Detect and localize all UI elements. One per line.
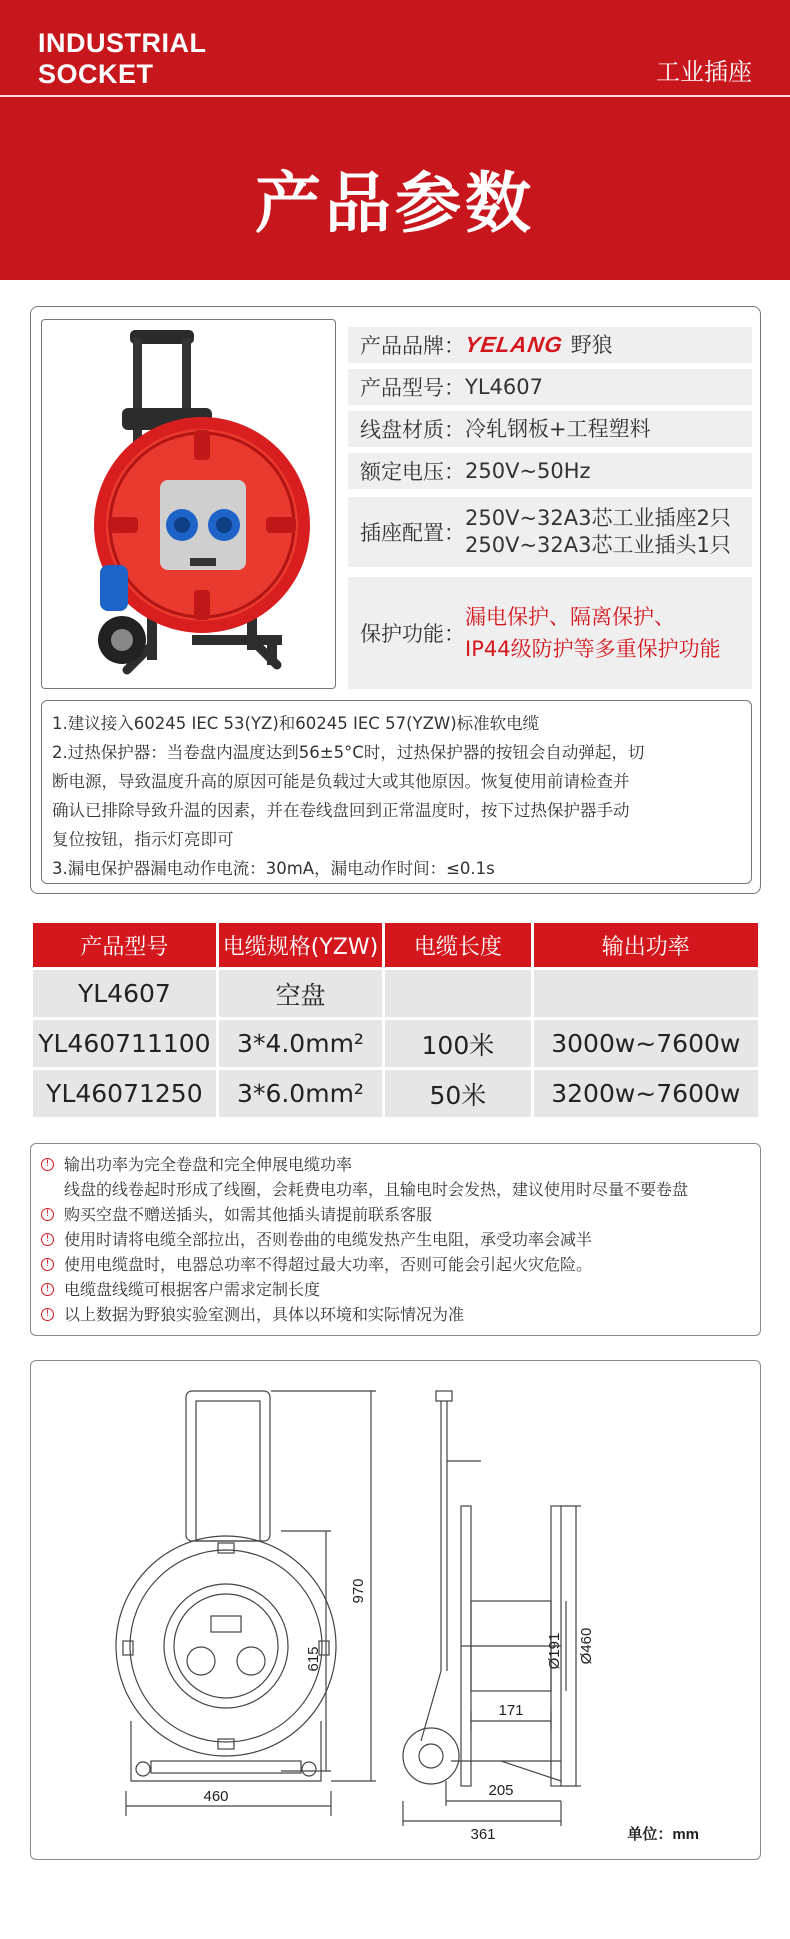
alert-icon: ! (41, 1208, 54, 1221)
alert-icon: ! (41, 1233, 54, 1246)
spec-key: 额定电压： (360, 460, 465, 484)
warning-line (41, 1177, 750, 1202)
dim-front-width: 460 (203, 1788, 229, 1805)
alert-icon: ! (41, 1283, 54, 1296)
dim-total-height: 970 (350, 1578, 367, 1604)
table-header: 产品型号 (33, 923, 216, 967)
warning-text: 电缆盘线缆可根据客户需求定制长度 (64, 1280, 321, 1299)
table-row (33, 970, 758, 1017)
table-cell: 3000w~7600w (534, 1020, 758, 1067)
note-line: 1.建议接入60245 IEC 53(YZ)和60245 IEC 57(YZW)标准软电缆 (52, 714, 540, 733)
warning-text: 使用时请将电缆全部拉出，否则卷曲的电缆发热产生电阻，承受功率会减半 (64, 1230, 593, 1249)
product-image (41, 319, 336, 689)
brand-english-line2: SOCKET (38, 59, 154, 89)
note-line: 复位按钮，指示灯亮即可 (52, 830, 234, 849)
table-cell: 100米 (385, 1020, 530, 1067)
warning-line (41, 1277, 750, 1302)
spec-key: 线盘材质： (360, 418, 465, 442)
note-line: 确认已排除导致升温的因素，并在卷线盘回到正常温度时，按下过热保护器手动 (52, 801, 630, 820)
dimension-drawing (30, 1360, 761, 1860)
spec-value-line: IP44级防护等多重保护功能 (465, 637, 721, 661)
table-cell: YL4607 (33, 970, 216, 1017)
cable-reel-image (42, 320, 334, 687)
warnings-box (30, 1143, 761, 1336)
table-cell: YL46071250 (33, 1070, 216, 1117)
dim-depth-inner: 171 (498, 1702, 524, 1719)
brand-logo: YELANG (463, 332, 565, 357)
table-cell: 空盘 (219, 970, 382, 1017)
warning-text: 使用电缆盘时，电器总功率不得超过最大功率，否则可能会引起火灾危险。 (64, 1255, 593, 1274)
table-cell (534, 970, 758, 1017)
spec-value: YL4607 (465, 374, 543, 399)
spec-value-line: 漏电保护、隔离保护、 (465, 605, 675, 629)
warning-text: 购买空盘不赠送插头，如需其他插头请提前联系客服 (64, 1205, 433, 1224)
warning-text: 以上数据为野狼实验室测出，具体以环境和实际情况为准 (64, 1305, 465, 1324)
spec-row-brand (348, 327, 752, 363)
table-row (33, 1020, 758, 1067)
warning-line (41, 1202, 750, 1227)
alert-icon: ! (41, 1158, 54, 1171)
spec-row-model (348, 369, 752, 405)
spec-key: 产品品牌： (360, 334, 465, 358)
table-cell: YL460711100 (33, 1020, 216, 1067)
spec-panel (30, 306, 761, 894)
warning-line (41, 1302, 750, 1327)
table-header: 输出功率 (534, 923, 758, 967)
spec-value-line: 250V~32A3芯工业插头1只 (465, 533, 731, 557)
drawing-svg (31, 1361, 762, 1861)
model-table (30, 920, 761, 1120)
warning-text: 输出功率为完全卷盘和完全伸展电缆功率 (64, 1155, 353, 1174)
spec-key: 保护功能： (360, 622, 465, 646)
spec-value: 野狼 (570, 332, 613, 357)
brand-chinese: 工业插座 (656, 58, 752, 86)
spec-key: 产品型号： (360, 376, 465, 400)
notes-box (41, 700, 752, 884)
warning-line (41, 1152, 750, 1177)
note-line: 3.漏电保护器漏电动作电流：30mA，漏电动作时间：≤0.1s (52, 859, 495, 878)
table-cell: 3*6.0mm² (219, 1070, 382, 1117)
header-banner (0, 0, 790, 280)
warning-line (41, 1227, 750, 1252)
table-cell: 50米 (385, 1070, 530, 1117)
dim-reel-height: 615 (305, 1646, 322, 1672)
spec-value: 冷轧钢板+工程塑料 (465, 416, 651, 441)
warning-line (41, 1252, 750, 1277)
alert-icon: ! (41, 1258, 54, 1271)
header-divider (0, 95, 790, 97)
page-title: 产品参数 (255, 165, 535, 242)
table-cell: 3200w~7600w (534, 1070, 758, 1117)
table-header-row (33, 923, 758, 967)
table-cell (385, 970, 530, 1017)
note-line: 2.过热保护器：当卷盘内温度达到56±5°C时，过热保护器的按钮会自动弹起，切 (52, 743, 645, 762)
brand-english (38, 28, 207, 90)
table-row (33, 1070, 758, 1117)
spec-value-lines (465, 505, 731, 559)
spec-row-voltage (348, 453, 752, 489)
dim-depth-total: 361 (470, 1826, 496, 1843)
warning-text: 线盘的线卷起时形成了线圈，会耗费电功率，且输电时会发热，建议使用时尽量不要卷盘 (64, 1180, 689, 1199)
spec-list (348, 327, 752, 695)
spec-value: 250V~50Hz (465, 458, 591, 483)
dim-outer-diameter: Ø460 (578, 1627, 595, 1665)
table-header: 电缆规格(YZW) (219, 923, 382, 967)
spec-row-protection (348, 577, 752, 689)
unit-label: 单位：mm (627, 1826, 699, 1843)
note-line: 断电源，导致温度升高的原因可能是负载过大或其他原因。恢复使用前请检查并 (52, 772, 630, 791)
spec-row-material (348, 411, 752, 447)
table-header: 电缆长度 (385, 923, 530, 967)
spec-row-socket-config (348, 497, 752, 567)
alert-icon: ! (41, 1308, 54, 1321)
table-cell: 3*4.0mm² (219, 1020, 382, 1067)
spec-key: 插座配置： (360, 521, 465, 545)
dim-depth-mid: 205 (488, 1782, 514, 1799)
spec-value-lines (465, 601, 721, 665)
spec-value-line: 250V~32A3芯工业插座2只 (465, 506, 731, 530)
dim-inner-diameter: Ø191 (546, 1632, 563, 1670)
brand-english-line1: INDUSTRIAL (38, 28, 207, 58)
